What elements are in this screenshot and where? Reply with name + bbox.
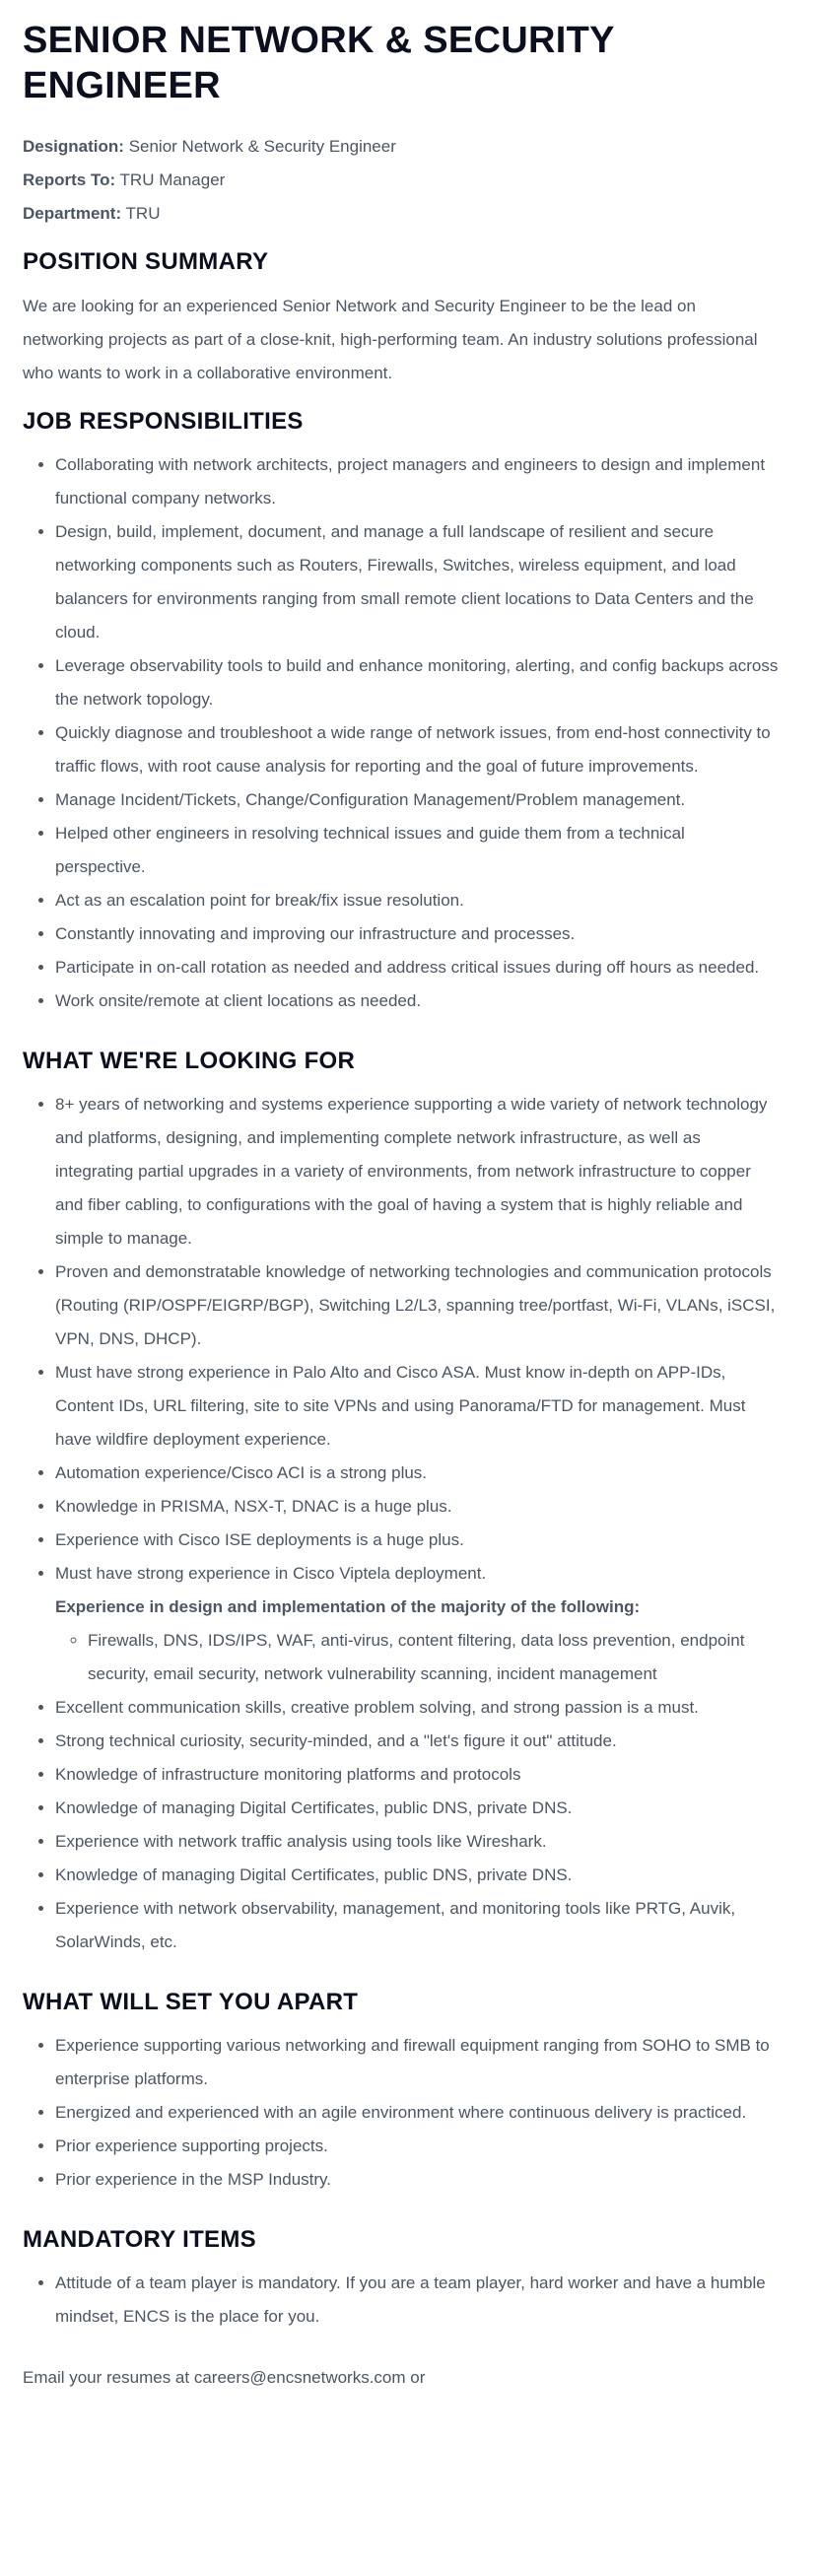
responsibilities-list — [23, 448, 780, 1018]
section-heading-position-summary: POSITION SUMMARY — [23, 248, 269, 275]
list-item: • Experience with network traffic analysis using tools like Wireshark. — [55, 1825, 780, 1859]
list-item: • Knowledge of managing Digital Certificates, public DNS, private DNS. — [55, 1792, 780, 1825]
meta-label: Reports To: — [23, 170, 116, 189]
list-item: • Constantly innovating and improving our infrastructure and processes. — [55, 917, 780, 951]
list-item: • Experience with network observability, management, and monitoring tools like PRTG, Auvik, SolarWinds, etc. — [55, 1892, 780, 1959]
list-item: • Act as an escalation point for break/fix issue resolution. — [55, 884, 780, 917]
section-heading-responsibilities: JOB RESPONSIBILITIES — [23, 408, 304, 435]
section-heading-set-apart: WHAT WILL SET YOU APART — [23, 1989, 359, 2015]
list-item: • Prior experience supporting projects. — [55, 2130, 780, 2163]
list-item: • Energized and experienced with an agile environment where continuous delivery is practiced. — [55, 2096, 780, 2130]
list-item-viptela — [55, 1557, 780, 1691]
list-item: • Collaborating with network architects, project managers and engineers to design and implement functional company networks. — [55, 448, 780, 515]
viptela-text: Must have strong experience in Cisco Viptela deployment. — [55, 1564, 487, 1583]
list-item: • Automation experience/Cisco ACI is a strong plus. — [55, 1457, 780, 1490]
mandatory-list — [23, 2267, 780, 2334]
list-item: • Knowledge of infrastructure monitoring platforms and protocols — [55, 1758, 780, 1792]
meta-department — [23, 197, 780, 231]
list-item: • Participate in on-call rotation as needed and address critical issues during off hours as needed. — [55, 951, 780, 984]
meta-value: Senior Network & Security Engineer — [128, 137, 396, 156]
section-heading-looking-for: WHAT WE'RE LOOKING FOR — [23, 1048, 356, 1074]
list-item: • Helped other engineers in resolving technical issues and guide them from a technical perspective. — [55, 817, 780, 884]
position-summary-text: We are looking for an experienced Senior Network and Security Engineer to be the lead on networking projects as part of a close-knit, high-performing team. An industry solutions professional who wants to work in a collaborative environment. — [23, 297, 758, 382]
email-line: Email your resumes at careers@encsnetworks.com or — [23, 2368, 426, 2387]
sub-list — [55, 1624, 780, 1691]
list-item: • Attitude of a team player is mandatory. If you are a team player, hard worker and have a humble mindset, ENCS is the place for you. — [55, 2267, 780, 2334]
page-title: SENIOR NETWORK & SECURITY ENGINEER — [23, 20, 615, 106]
sub-list-item: ◦ Firewalls, DNS, IDS/IPS, WAF, anti-virus, content filtering, data loss prevention, endpoint security, email security, network vulnerability scanning, incident management — [88, 1624, 780, 1691]
list-item: • Knowledge of managing Digital Certificates, public DNS, private DNS. — [55, 1859, 780, 1892]
list-item: • Leverage observability tools to build and enhance monitoring, alerting, and config backups across the network topology. — [55, 649, 780, 716]
section-heading-mandatory: MANDATORY ITEMS — [23, 2226, 256, 2253]
list-item: • Prior experience in the MSP Industry. — [55, 2163, 780, 2197]
job-meta — [23, 130, 780, 231]
list-item: • Excellent communication skills, creative problem solving, and strong passion is a must. — [55, 1691, 780, 1725]
meta-value: TRU — [125, 204, 161, 223]
list-item: • Manage Incident/Tickets, Change/Configuration Management/Problem management. — [55, 783, 780, 817]
list-item: • Strong technical curiosity, security-minded, and a "let's figure it out" attitude. — [55, 1725, 780, 1758]
list-item: • 8+ years of networking and systems experience supporting a wide variety of network technology and platforms, designing, and implementing complete network infrastructure, as well as integrating partial upgrades in a variety of environments, from network infrastructure to copper and fiber cabling, to configurations with the goal of having a system that is highly reliable and simple to manage. — [55, 1088, 780, 1255]
list-item: • Design, build, implement, document, and manage a full landscape of resilient and secure networking components such as Routers, Firewalls, Switches, wireless equipment, and load balancers for environments ranging from small remote client locations to Data Centers and the cloud. — [55, 515, 780, 649]
list-item: • Experience with Cisco ISE deployments is a huge plus. — [55, 1524, 780, 1557]
list-item: • Experience supporting various networking and firewall equipment ranging from SOHO to SMB to enterprise platforms. — [55, 2029, 780, 2096]
meta-label: Designation: — [23, 137, 124, 156]
meta-label: Department: — [23, 204, 122, 223]
set-apart-list — [23, 2029, 780, 2197]
meta-value: TRU Manager — [119, 170, 226, 189]
looking-for-list — [23, 1088, 780, 1959]
list-item: • Must have strong experience in Palo Alto and Cisco ASA. Must know in-depth on APP-IDs, Content IDs, URL filtering, site to site VPNs and using Panorama/FTD for management. Must have wildfire deployment experience. — [55, 1356, 780, 1457]
meta-reports-to — [23, 164, 780, 197]
list-item: • Quickly diagnose and troubleshoot a wide range of network issues, from end-host connectivity to traffic flows, with root cause analysis for reporting and the goal of future improvements. — [55, 716, 780, 783]
list-item: • Proven and demonstratable knowledge of networking technologies and communication protocols (Routing (RIP/OSPF/EIGRP/BGP), Switching L2/L3, spanning tree/portfast, Wi-Fi, VLANs, iSCSI, VPN, DNS, DHCP). — [55, 1255, 780, 1356]
list-item: • Work onsite/remote at client locations as needed. — [55, 984, 780, 1018]
meta-designation — [23, 130, 780, 164]
list-item: • Knowledge in PRISMA, NSX-T, DNAC is a huge plus. — [55, 1490, 780, 1524]
sub-list-heading: Experience in design and implementation of the majority of the following: — [55, 1597, 641, 1616]
